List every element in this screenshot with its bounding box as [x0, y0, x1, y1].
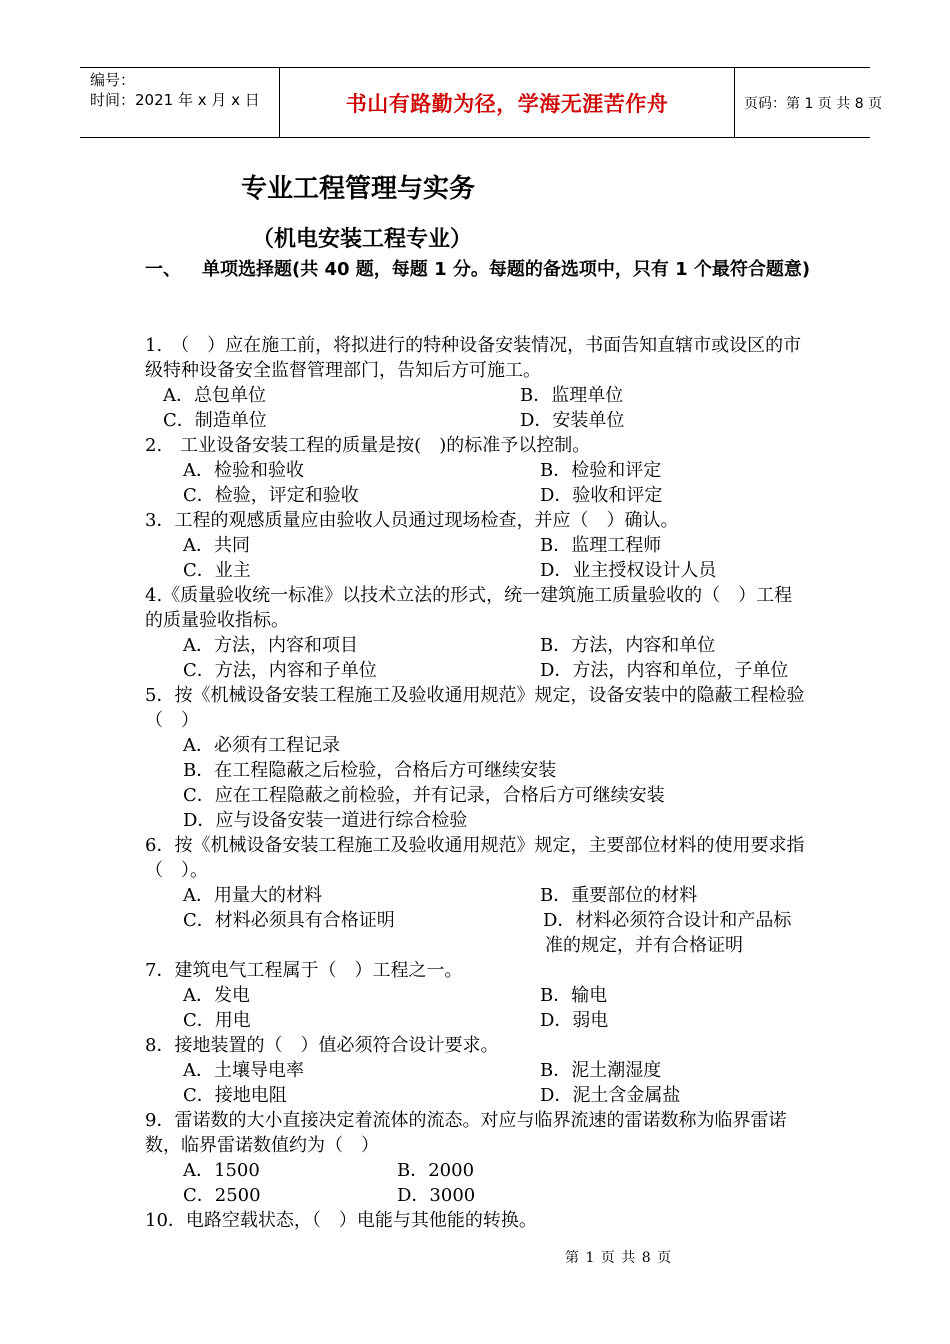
- header-motto-cell: [280, 68, 735, 137]
- option: D．业主授权设计人员: [540, 560, 717, 581]
- question-stem: 8．接地装置的（ ）值必须符合设计要求。: [145, 1035, 499, 1056]
- option-row: [145, 458, 810, 483]
- option: A．总包单位: [163, 385, 266, 406]
- header-meta: [80, 68, 280, 137]
- question-stem: 2. 工业设备安装工程的质量是按( )的标准予以控制。: [145, 435, 591, 456]
- option: B．输电: [540, 985, 608, 1006]
- section-text: 单项选择题(共 40 题，每题 1 分。每题的备选项中，只有 1 个最符合题意): [202, 259, 811, 280]
- option-row: [145, 1158, 810, 1183]
- option: B．在工程隐蔽之后检验，合格后方可继续安装: [183, 760, 557, 781]
- option: C．方法，内容和子单位: [183, 660, 377, 681]
- question-stem: 6．按《机械设备安装工程施工及验收通用规范》规定，主要部位材料的使用要求指（ ）。: [145, 835, 805, 881]
- option: A．1500: [183, 1160, 260, 1181]
- option-row: [145, 1183, 810, 1208]
- question-stem: 9．雷诺数的大小直接决定着流体的流态。对应与临界流速的雷诺数称为临界雷诺数，临界雷诺数值约为（ ）: [145, 1110, 787, 1156]
- question-stem: 4.《质量验收统一标准》以技术立法的形式，统一建筑施工质量验收的（ ）工程的质量验收指标。: [145, 585, 793, 631]
- option: B．监理工程师: [540, 535, 662, 556]
- option-row: [145, 633, 810, 658]
- option: D．材料必须符合设计和产品标: [543, 910, 792, 931]
- option: D．弱电: [540, 1010, 609, 1031]
- page-header: [80, 67, 883, 138]
- option: D．3000: [397, 1185, 476, 1206]
- option: D．验收和评定: [540, 485, 663, 506]
- option-row: [145, 483, 810, 508]
- option: A．共同: [183, 535, 250, 556]
- motto: 书山有路勤为径，学海无涯苦作舟: [345, 91, 669, 116]
- question-stem: 5．按《机械设备安装工程施工及验收通用规范》规定，设备安装中的隐蔽工程检验（ ）: [145, 685, 805, 731]
- option: B．2000: [397, 1160, 475, 1181]
- option: C．应在工程隐蔽之前检验，并有记录，合格后方可继续安装: [183, 785, 665, 806]
- option: A．发电: [183, 985, 250, 1006]
- option: C．接地电阻: [183, 1085, 287, 1106]
- serial-label: 编号：: [90, 71, 136, 89]
- option-row: [145, 758, 810, 783]
- option-row: [145, 1058, 810, 1083]
- option-row: [145, 983, 810, 1008]
- option: A．必须有工程记录: [183, 735, 340, 756]
- option: B．检验和评定: [540, 460, 662, 481]
- option: C．用电: [183, 1010, 251, 1031]
- option: D．安装单位: [520, 410, 625, 431]
- option-row: [145, 1008, 810, 1033]
- option-row: [145, 783, 810, 808]
- option: D．方法，内容和单位，子单位: [540, 660, 789, 681]
- option: B．方法，内容和单位: [540, 635, 716, 656]
- option: B．泥土潮湿度: [540, 1060, 662, 1081]
- option-row: [145, 933, 810, 958]
- document-title: 专业工程管理与实务: [241, 174, 476, 204]
- option-row: [145, 883, 810, 908]
- option: B．监理单位: [520, 385, 624, 406]
- option: A．方法，内容和项目: [183, 635, 358, 656]
- question-stem: 1. （ ）应在施工前，将拟进行的特种设备安装情况，书面告知直辖市或设区的市级特种设备安全监督管理部门，告知后方可施工。: [145, 335, 802, 381]
- page-info: 页码：第 1 页 共 8 页: [744, 95, 883, 112]
- option: A．土壤导电率: [183, 1060, 304, 1081]
- option-row: [145, 383, 810, 408]
- option: A．检验和验收: [183, 460, 304, 481]
- option-row: [145, 533, 810, 558]
- option-row: [145, 1083, 810, 1108]
- option: D．泥土含金属盐: [540, 1085, 681, 1106]
- question-stem: 3．工程的观感质量应由验收人员通过现场检查，并应（ ）确认。: [145, 510, 679, 531]
- option: C．材料必须具有合格证明: [183, 910, 395, 931]
- question-stem: 10．电路空载状态，（ ）电能与其他能的转换。: [145, 1210, 537, 1231]
- option: C．2500: [183, 1185, 261, 1206]
- time-label: 时间：2021 年 x 月 x 日: [90, 91, 260, 109]
- option: C．业主: [183, 560, 251, 581]
- option-row: [145, 658, 810, 683]
- page-footer: 第 1 页 共 8 页: [565, 1250, 673, 1266]
- option-row: [145, 408, 810, 433]
- option-row: [145, 733, 810, 758]
- section-number: 一、: [145, 259, 181, 280]
- option-row: [145, 908, 810, 933]
- option: C．检验，评定和验收: [183, 485, 359, 506]
- option: B．重要部位的材料: [540, 885, 698, 906]
- option: D．应与设备安装一道进行综合检验: [183, 810, 468, 831]
- question-stem: 7．建筑电气工程属于（ ）工程之一。: [145, 960, 463, 981]
- document-subtitle: （机电安装工程专业）: [252, 227, 473, 252]
- question-list: [145, 333, 810, 1233]
- option: C．制造单位: [163, 410, 267, 431]
- option-row: [145, 808, 810, 833]
- header-page-info: [734, 68, 883, 137]
- option-row: [145, 558, 810, 583]
- option-continuation: 准的规定，并有合格证明: [545, 935, 743, 956]
- option: A．用量大的材料: [183, 885, 322, 906]
